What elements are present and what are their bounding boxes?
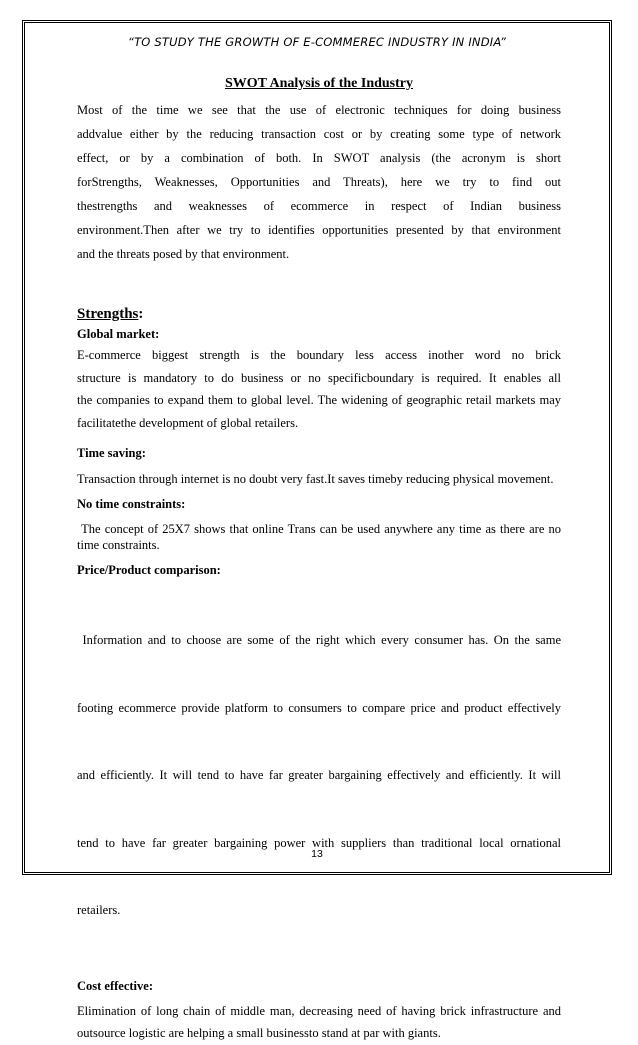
price-line: footing ecommerce provide platform to consumers to compare price and product effectively xyxy=(77,700,561,715)
cost-line: Elimination of long chain of middle man, decreasing need of having brick infrastructure and xyxy=(77,1003,561,1018)
intro-paragraph xyxy=(77,98,561,266)
intro-line: Most of the time we see that the use of electronic techniques for doing business xyxy=(77,103,561,117)
intro-line: thestrengths and weaknesses of ecommerce in respect of Indian business xyxy=(77,199,561,213)
global-market-line: the companies to expand them to global level. The widening of geographic retail markets may xyxy=(77,393,561,407)
price-line: retailers. xyxy=(77,903,121,917)
intro-line: addvalue either by the reducing transaction cost or by creating some type of network xyxy=(77,127,561,141)
price-comparison-paragraph xyxy=(77,584,561,967)
page-number: 13 xyxy=(311,848,323,860)
strengths-heading xyxy=(77,306,561,323)
strengths-heading-text: Strengths xyxy=(77,306,139,322)
intro-line: environment.Then after we try to identifies opportunities presented by that environment xyxy=(77,223,561,237)
price-line: tend to have far greater bargaining power with suppliers than traditional local ornational xyxy=(77,835,561,850)
cost-line: outsource logistic are helping a small businessto stand at par with giants. xyxy=(77,1026,441,1040)
subheading-price-comparison: Price/Product comparison: xyxy=(77,563,221,577)
subheading-time-saving: Time saving: xyxy=(77,446,146,460)
global-market-paragraph xyxy=(77,344,561,434)
intro-line: and the threats posed by that environment. xyxy=(77,247,290,261)
intro-line: effect, or by a combination of both. In SWOT analysis (the acronym is short xyxy=(77,151,561,165)
price-line: and efficiently. It will tend to have far greater bargaining effectively and efficiently. It will xyxy=(77,768,561,782)
intro-line: forStrengths, Weaknesses, Opportunities and Threats), here we try to find out xyxy=(77,175,561,189)
no-time-constraints-paragraph: The concept of 25X7 shows that online Trans can be used anywhere any time as there are no time constraints. xyxy=(77,522,565,552)
global-market-line: structure is mandatory to do business or no specificboundary is required. It enables all xyxy=(77,370,561,385)
global-market-line: E-commerce biggest strength is the boundary less access inother word no brick xyxy=(77,348,561,362)
cost-effective-paragraph xyxy=(77,1000,561,1045)
subheading-global-market: Global market: xyxy=(77,327,160,341)
running-header: “TO STUDY THE GROWTH OF E-COMMEREC INDUSTRY IN INDIA” xyxy=(127,35,507,49)
strengths-heading-colon: : xyxy=(138,306,144,322)
global-market-line: facilitatethe development of global retailers. xyxy=(77,415,299,430)
section-title-swot: SWOT Analysis of the Industry xyxy=(224,76,413,91)
price-line: Information and to choose are some of the right which every consumer has. On the same xyxy=(77,633,562,647)
subheading-cost-effective: Cost effective: xyxy=(77,978,153,993)
document-body xyxy=(77,76,565,1045)
time-saving-paragraph: Transaction through internet is no doubt very fast.It saves timeby reducing physical movement. xyxy=(77,472,554,486)
subheading-no-time-constraints: No time constraints: xyxy=(77,497,186,511)
